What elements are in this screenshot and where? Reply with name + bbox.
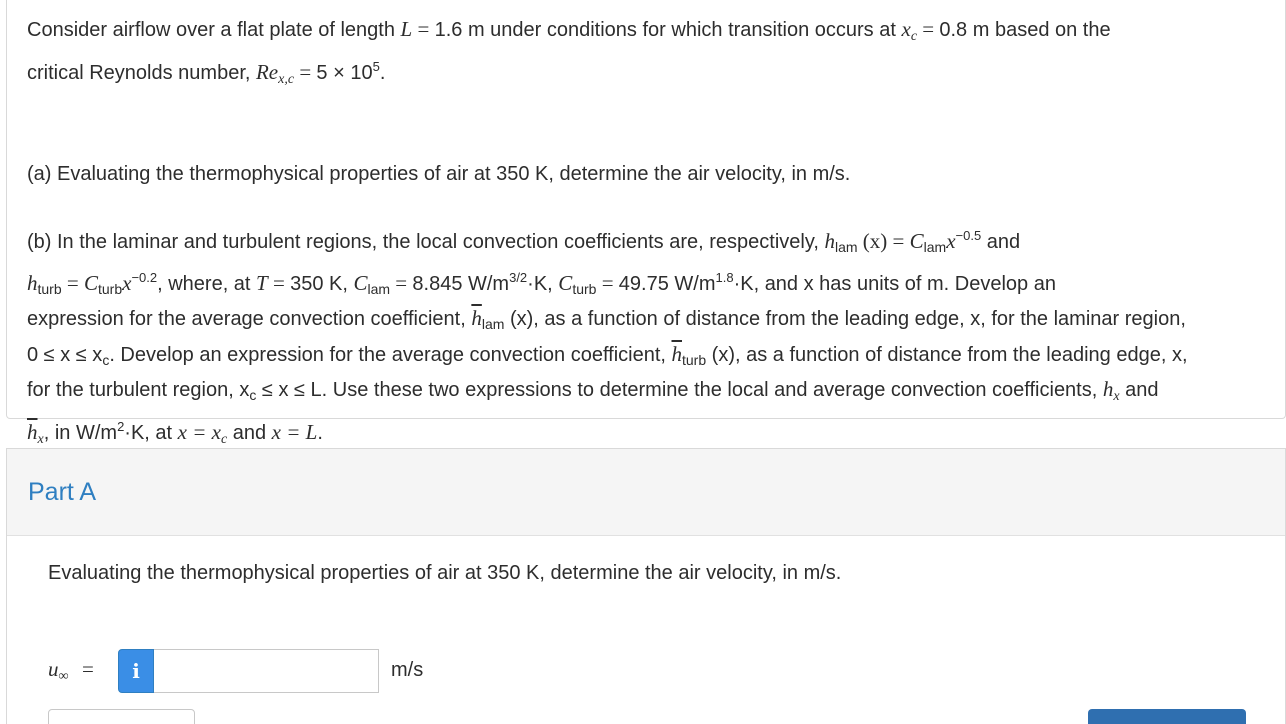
math-sub: c (102, 351, 110, 368)
math-eq: = (412, 17, 435, 41)
text: 350 K, (290, 272, 354, 295)
math-h: h (824, 229, 835, 253)
math-hbar: $\overline{h}$ (671, 341, 682, 366)
intro-text: 1.6 m under conditions for which transition occurs at (434, 19, 902, 41)
problem-card (6, 0, 1286, 447)
math-L: L (400, 17, 413, 41)
math-sup: 2 (117, 418, 125, 434)
math-x: x (122, 270, 132, 295)
math-sub: lam (481, 316, 505, 332)
math-sub: c (220, 431, 228, 447)
math-C: C (83, 270, 98, 295)
text: , where, at (157, 272, 257, 295)
text: (x), as a function of distance from the leading edge, x, for the laminar region, (504, 308, 1186, 330)
math-eq: = (917, 17, 940, 41)
math-C: C (909, 229, 924, 253)
part-a-title: Part A (28, 477, 97, 506)
secondary-button[interactable] (48, 709, 195, 724)
math-sub: x,c (278, 71, 295, 87)
text: . Use these two expressions to determine the local and average convection coefficients, (321, 379, 1103, 401)
text: for the turbulent region, x (27, 379, 250, 401)
math-sub: turb (97, 280, 123, 297)
intro-text: Consider airflow over a flat plate of length (27, 19, 401, 41)
intro-text: . (379, 61, 386, 84)
text: (b) In the laminar and turbulent regions, the local convection coefficients are, respectively, (27, 231, 825, 253)
math-sub: ∞ (58, 668, 69, 684)
math-eq: = (82, 656, 94, 681)
math-sub: x (1113, 389, 1120, 404)
text: , in W/m (43, 421, 118, 444)
math-sub: x (37, 431, 44, 447)
math-sup: −0.5 (955, 228, 982, 243)
text: and (227, 421, 272, 444)
text: ≤ x ≤ L (256, 379, 322, 401)
math-sub: lam (923, 239, 947, 255)
math-sup: 1.8 (715, 269, 734, 285)
math-u: u (48, 656, 59, 681)
text: 0 ≤ x ≤ x (27, 343, 103, 366)
text: ·K, (527, 272, 559, 295)
math-hbar: $\overline{h}$ (471, 306, 482, 330)
part-a-panel (6, 448, 1286, 724)
unit-label: m/s (391, 659, 424, 681)
math-x: x (946, 229, 956, 253)
part-a-statement: (a) Evaluating the thermophysical properties of air at 350 K, determine the air velocity, in m/s. (27, 163, 851, 185)
intro-text: 0.8 m based on the (939, 19, 1111, 41)
velocity-input[interactable] (154, 649, 379, 693)
math-x-eq: x = x (177, 419, 221, 444)
math-sup: −0.2 (131, 269, 158, 285)
submit-button[interactable] (1088, 709, 1246, 724)
text: expression for the average convection coefficient, (27, 308, 472, 330)
part-b-statement: (b) In the laminar and turbulent regions, the local convection coefficients are, respectively, $h_{lam}$ $(x) = C_{lam}x^{-0.5}$ and $h_{turb} = C_{turb}x^{-0.2}$, where, at T = 350 K, $C_{lam} = 8.845$ $W/m^{3/2}\cdot K$, $C_{turb} = 49.75$ $W/m^{1.8}\cdot K$, and x has units of m. Develop an expression for the average convection coefficient, $\overline{h}_{lam}$ (x), as a function of distance from the leading edge, x, for the laminar region, $0 \le x \le x_c$. Develop an expression for the average convection coefficient, $\overline{h}_{turb}$ (x), as a function of distance from the leading edge, x, for the turbulent region, $x_c \le x \le L$. Use these two expressions to determine the local and average convection coefficients, $h_x$ and $\overline{h}_x$, in $W/m^2\cdot K$, at $x = x_c$ and x = L. (27, 228, 1188, 447)
math-x-eq: x = L (271, 419, 318, 444)
text: ·K, at (124, 421, 178, 444)
answer-row (48, 648, 423, 693)
problem-intro (27, 15, 1111, 94)
math-x: x (901, 17, 911, 41)
math-C: C (558, 270, 573, 295)
math-sub: lam (367, 280, 391, 297)
math-sub: c (910, 29, 918, 44)
math-C: C (353, 270, 368, 295)
variable-label (48, 657, 118, 685)
math-T: T (256, 270, 268, 295)
math-hbar: $\overline{h}$ (27, 419, 38, 444)
text: 49.75 W/m (618, 272, 716, 295)
math-sub: c (249, 387, 257, 403)
math-Re: Re (255, 59, 279, 84)
text: and (1119, 379, 1159, 401)
math-eq: = (294, 59, 317, 84)
math-sub: turb (682, 351, 707, 368)
math-h: h (27, 270, 38, 295)
math-h: h (1102, 377, 1114, 401)
math-sup: 5 (372, 58, 380, 74)
text: and (981, 231, 1021, 253)
part-a-question: Evaluating the thermophysical properties of air at 350 K, determine the air velocity, in m/s. (48, 562, 842, 584)
intro-text: critical Reynolds number, (27, 61, 256, 84)
info-icon[interactable]: i (118, 649, 154, 693)
text: (x), as a function of distance from the leading edge, x, (706, 343, 1188, 366)
math-sub: turb (37, 280, 62, 297)
math-sub: turb (572, 280, 597, 297)
math-arg: (x) = (857, 229, 910, 253)
math-sub: lam (834, 239, 858, 255)
text: . (317, 421, 323, 444)
text: K, and x has units of m. Develop an (740, 272, 1056, 295)
math-sup: 3/2 (509, 269, 528, 285)
part-a-header[interactable] (7, 449, 1285, 536)
intro-text: 5 × 10 (316, 61, 373, 84)
text: 8.845 W/m (412, 272, 510, 295)
text: . Develop an expression for the average convection coefficient, (109, 343, 672, 366)
